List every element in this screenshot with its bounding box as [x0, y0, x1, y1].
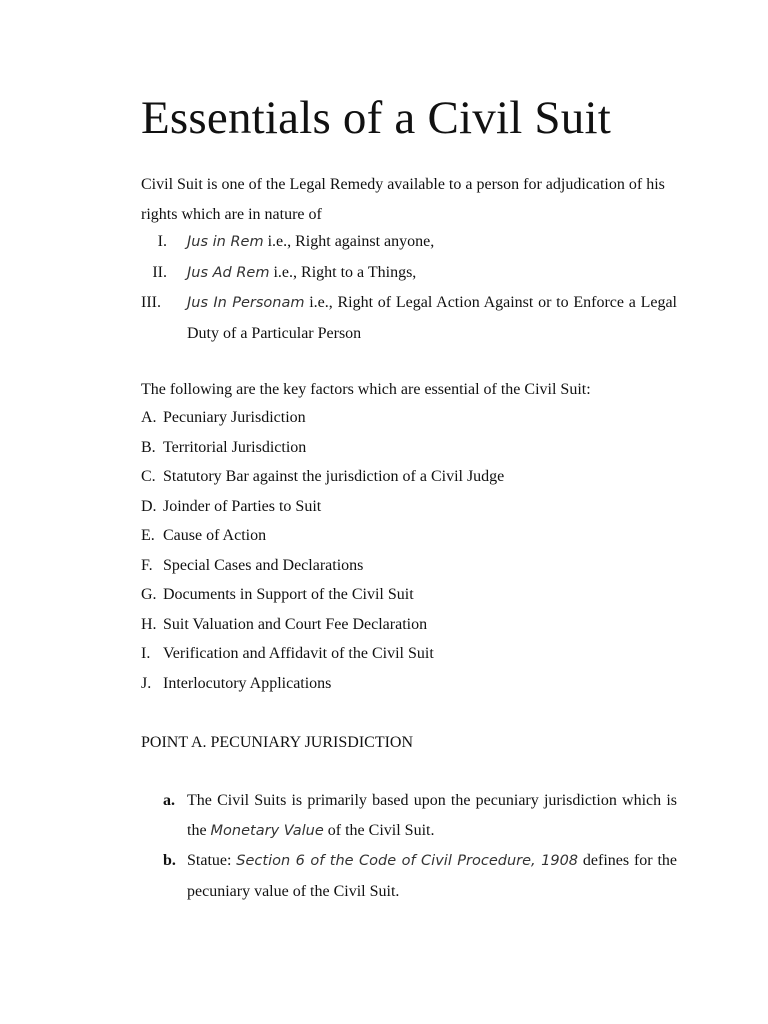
- rights-list: [141, 227, 677, 348]
- factor-item: [141, 551, 504, 581]
- factors-lead: The following are the key factors which are essential of the Civil Suit:: [141, 381, 591, 398]
- factor-letter: C.: [141, 468, 156, 485]
- item-description: i.e., Right of Legal Action Against or to Enforce a Legal Duty of a Particular Person: [187, 294, 677, 342]
- rights-item: [141, 288, 677, 348]
- factor-text: Documents in Support of the Civil Suit: [163, 586, 414, 603]
- item-text: [187, 288, 677, 348]
- point-text-italic: Monetary Value: [210, 822, 324, 839]
- item-number: I.: [157, 233, 167, 250]
- factor-letter: B.: [141, 438, 156, 456]
- latin-term: Jus In Personam: [187, 295, 305, 311]
- factor-item: [141, 403, 504, 433]
- factor-letter: F.: [141, 556, 153, 574]
- rights-item: [141, 227, 677, 258]
- factor-letter: I.: [141, 645, 151, 662]
- factor-text: Suit Valuation and Court Fee Declaration: [163, 615, 428, 633]
- latin-term: Jus in Rem: [187, 234, 264, 250]
- factor-text: Pecuniary Jurisdiction: [163, 409, 306, 426]
- factor-letter: E.: [141, 527, 155, 544]
- factor-text: Cause of Action: [163, 527, 267, 544]
- factor-item: [141, 580, 504, 610]
- point-text-pre: Statue:: [187, 852, 237, 869]
- factor-letter: H.: [141, 615, 157, 633]
- document-title: Essentials of a Civil Suit: [141, 92, 611, 144]
- rights-item: [141, 258, 677, 289]
- factor-text: Territorial Jurisdiction: [163, 438, 307, 456]
- point-label: b.: [163, 852, 176, 869]
- factor-item: [141, 433, 504, 463]
- factor-text: Verification and Affidavit of the Civil Suit: [163, 645, 434, 662]
- item-text: [187, 227, 677, 258]
- factor-item: [141, 610, 504, 640]
- factor-text: Special Cases and Declarations: [163, 556, 364, 574]
- item-description: i.e., Right to a Things,: [269, 263, 417, 281]
- item-text: [187, 258, 677, 289]
- factor-item: [141, 669, 504, 699]
- section-heading: POINT A. PECUNIARY JURISDICTION: [141, 734, 414, 751]
- factor-text: Joinder of Parties to Suit: [163, 497, 322, 515]
- item-description: i.e., Right against anyone,: [263, 233, 435, 250]
- item-number: III.: [141, 294, 161, 311]
- factors-list: [141, 403, 504, 698]
- intro-paragraph: Civil Suit is one of the Legal Remedy available to a person for adjudication of his rights which are in nature of: [141, 176, 665, 223]
- point-text: [187, 786, 677, 846]
- point-item: [163, 786, 677, 846]
- factor-letter: A.: [141, 409, 157, 426]
- point-text: [187, 846, 677, 906]
- point-label: a.: [163, 792, 175, 809]
- factor-letter: G.: [141, 586, 157, 603]
- point-text-italic: Section 6 of the Code of Civil Procedure, 1908: [236, 853, 579, 869]
- factor-item: [141, 462, 504, 492]
- point-item: [163, 846, 677, 906]
- factor-text: Statutory Bar against the jurisdiction of a Civil Judge: [163, 468, 505, 485]
- factor-item: [141, 639, 504, 669]
- item-number: II.: [152, 263, 167, 281]
- point-text-pre: The Civil Suits is primarily based upon the pecuniary jurisdiction which is the: [187, 792, 677, 839]
- latin-term: Jus Ad Rem: [187, 264, 270, 281]
- point-text-post: of the Civil Suit.: [323, 821, 435, 839]
- point-a-list: [163, 786, 677, 906]
- factor-letter: D.: [141, 497, 157, 515]
- factor-letter: J.: [141, 674, 152, 692]
- factor-text: Interlocutory Applications: [163, 674, 332, 692]
- point-text-post: defines for the pecuniary value of the Civil Suit.: [187, 852, 678, 900]
- factor-item: [141, 492, 504, 522]
- factor-item: [141, 521, 504, 551]
